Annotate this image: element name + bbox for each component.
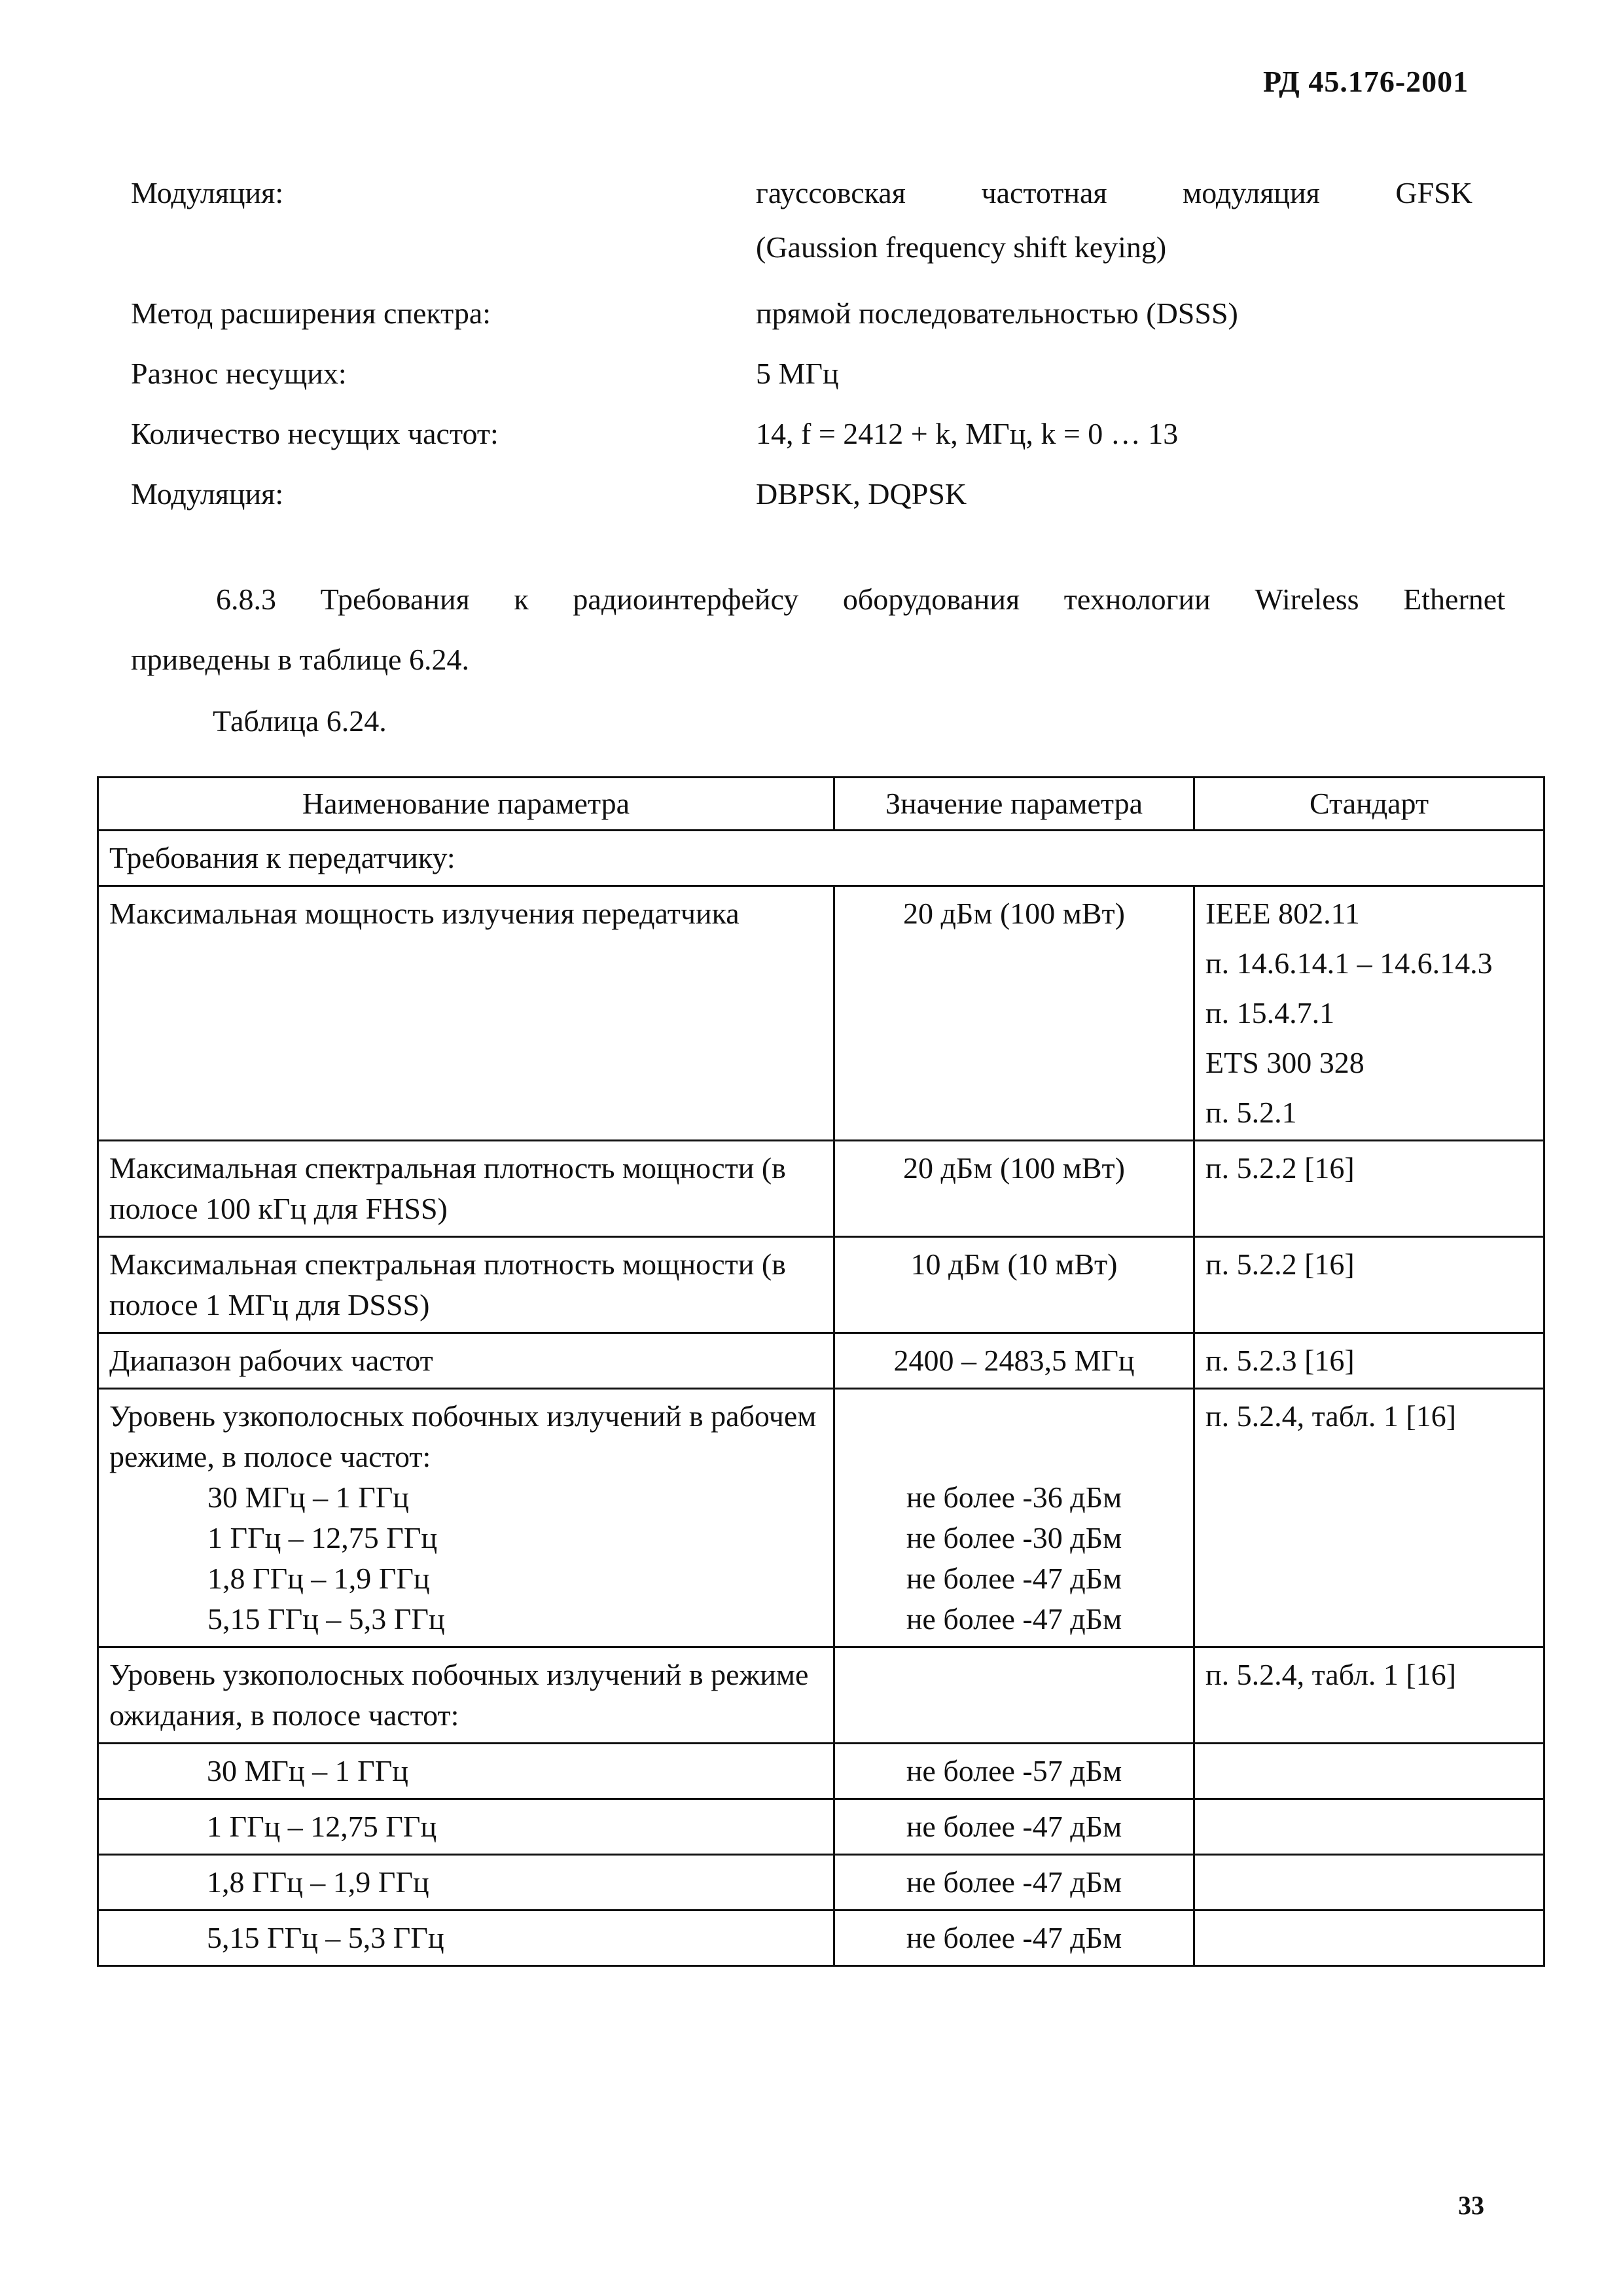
band-value: не более -47 дБм [906, 1562, 1122, 1595]
band-label: 1,8 ГГц – 1,9 ГГц [98, 1855, 834, 1910]
band-value: не более -47 дБм [834, 1855, 1194, 1910]
band-value: не более -47 дБм [906, 1602, 1122, 1636]
standard-ref: ETS 300 328 [1205, 1046, 1364, 1079]
table-row [98, 1744, 1544, 1799]
parameter-cell: Максимальная спектральная плотность мощности (в полосе 1 МГц для DSSS) [98, 1237, 834, 1333]
table-row [98, 1910, 1544, 1966]
paragraph-line: 6.8.3 Требования к радиоинтерфейсу оборудования технологии Wireless Ethernet [216, 583, 1505, 616]
value-cell [834, 1389, 1194, 1647]
table-row [98, 1389, 1544, 1647]
column-header-standard: Стандарт [1194, 778, 1544, 831]
spec-value: DBPSK, DQPSK [756, 477, 967, 511]
standard-cell: п. 5.2.2 [16] [1194, 1141, 1544, 1237]
standard-cell [1194, 1855, 1544, 1910]
standard-ref: п. 5.2.1 [1205, 1096, 1297, 1129]
standard-cell [1194, 1910, 1544, 1966]
standard-ref: IEEE 802.11 [1205, 897, 1360, 930]
table-header-row [98, 778, 1544, 831]
spec-label: Модуляция: [131, 477, 284, 511]
standard-cell: п. 5.2.3 [16] [1194, 1333, 1544, 1389]
band-value: не более -57 дБм [834, 1744, 1194, 1799]
table-row [98, 1799, 1544, 1855]
spec-value: прямой последовательностью (DSSS) [756, 296, 1238, 330]
band-value: не более -47 дБм [834, 1799, 1194, 1855]
value-cell: 2400 – 2483,5 МГц [834, 1333, 1194, 1389]
band-value: не более -47 дБм [834, 1910, 1194, 1966]
requirements-table [97, 776, 1545, 1967]
parameter-cell: Максимальная мощность излучения передатчика [98, 886, 834, 1141]
band-value: не более -30 дБм [906, 1521, 1122, 1554]
spec-value-word: модуляция [1183, 176, 1320, 209]
spec-value: 14, f = 2412 + k, МГц, k = 0 … 13 [756, 417, 1179, 450]
standard-cell [1194, 1744, 1544, 1799]
paragraph-line: приведены в таблице 6.24. [131, 643, 470, 676]
spec-label: Метод расширения спектра: [131, 296, 491, 330]
document-id: РД 45.176-2001 [1263, 65, 1469, 98]
parameter-cell: Максимальная спектральная плотность мощности (в полосе 100 кГц для FHSS) [98, 1141, 834, 1237]
band-label: 1 ГГц – 12,75 ГГц [207, 1521, 438, 1554]
column-header-value: Значение параметра [834, 778, 1194, 831]
parameter-text: Уровень узкополосных побочных излучений в рабочем режиме, в полосе частот: [109, 1399, 817, 1473]
column-header-parameter: Наименование параметра [98, 778, 834, 831]
spec-label: Количество несущих частот: [131, 417, 499, 450]
band-label: 30 МГц – 1 ГГц [207, 1480, 409, 1514]
spec-label: Модуляция: [131, 176, 284, 209]
spec-value-word: частотная [981, 176, 1107, 209]
table-row [98, 1333, 1544, 1389]
table-row [98, 1647, 1544, 1744]
band-label: 1 ГГц – 12,75 ГГц [98, 1799, 834, 1855]
parameter-cell: Диапазон рабочих частот [98, 1333, 834, 1389]
table-row [98, 886, 1544, 1141]
value-cell: 10 дБм (10 мВт) [834, 1237, 1194, 1333]
standard-ref: п. 14.6.14.1 – 14.6.14.3 [1205, 946, 1493, 980]
standard-ref: п. 15.4.7.1 [1205, 996, 1335, 1030]
table-row [98, 1141, 1544, 1237]
standard-cell [1194, 1799, 1544, 1855]
value-cell: 20 дБм (100 мВт) [834, 1141, 1194, 1237]
spec-label: Разнос несущих: [131, 357, 347, 390]
standard-cell [1194, 886, 1544, 1141]
spec-value-word: гауссовская [756, 176, 906, 209]
spec-value: 5 МГц [756, 357, 839, 390]
spec-value-word: GFSK [1395, 176, 1472, 209]
table-row [98, 1855, 1544, 1910]
section-title: Требования к передатчику: [98, 831, 1544, 886]
parameter-cell [98, 1389, 834, 1647]
band-label: 30 МГц – 1 ГГц [98, 1744, 834, 1799]
band-label: 5,15 ГГц – 5,3 ГГц [207, 1602, 445, 1636]
value-cell: 20 дБм (100 мВт) [834, 886, 1194, 1141]
table-row [98, 1237, 1544, 1333]
spec-value [756, 175, 1472, 264]
table-section-row [98, 831, 1544, 886]
standard-cell: п. 5.2.4, табл. 1 [16] [1194, 1389, 1544, 1647]
spec-value-line2: (Gaussion frequency shift keying) [756, 230, 1167, 264]
standard-cell: п. 5.2.4, табл. 1 [16] [1194, 1647, 1544, 1744]
band-value: не более -36 дБм [906, 1480, 1122, 1514]
band-label: 1,8 ГГц – 1,9 ГГц [207, 1562, 430, 1595]
paragraph-6-8-3 [131, 569, 1505, 690]
parameter-cell: Уровень узкополосных побочных излучений в режиме ожидания, в полосе частот: [98, 1647, 834, 1744]
page-number: 33 [1458, 2191, 1484, 2220]
band-label: 5,15 ГГц – 5,3 ГГц [98, 1910, 834, 1966]
standard-cell: п. 5.2.2 [16] [1194, 1237, 1544, 1333]
value-cell [834, 1647, 1194, 1744]
table-caption: Таблица 6.24. [213, 704, 387, 738]
